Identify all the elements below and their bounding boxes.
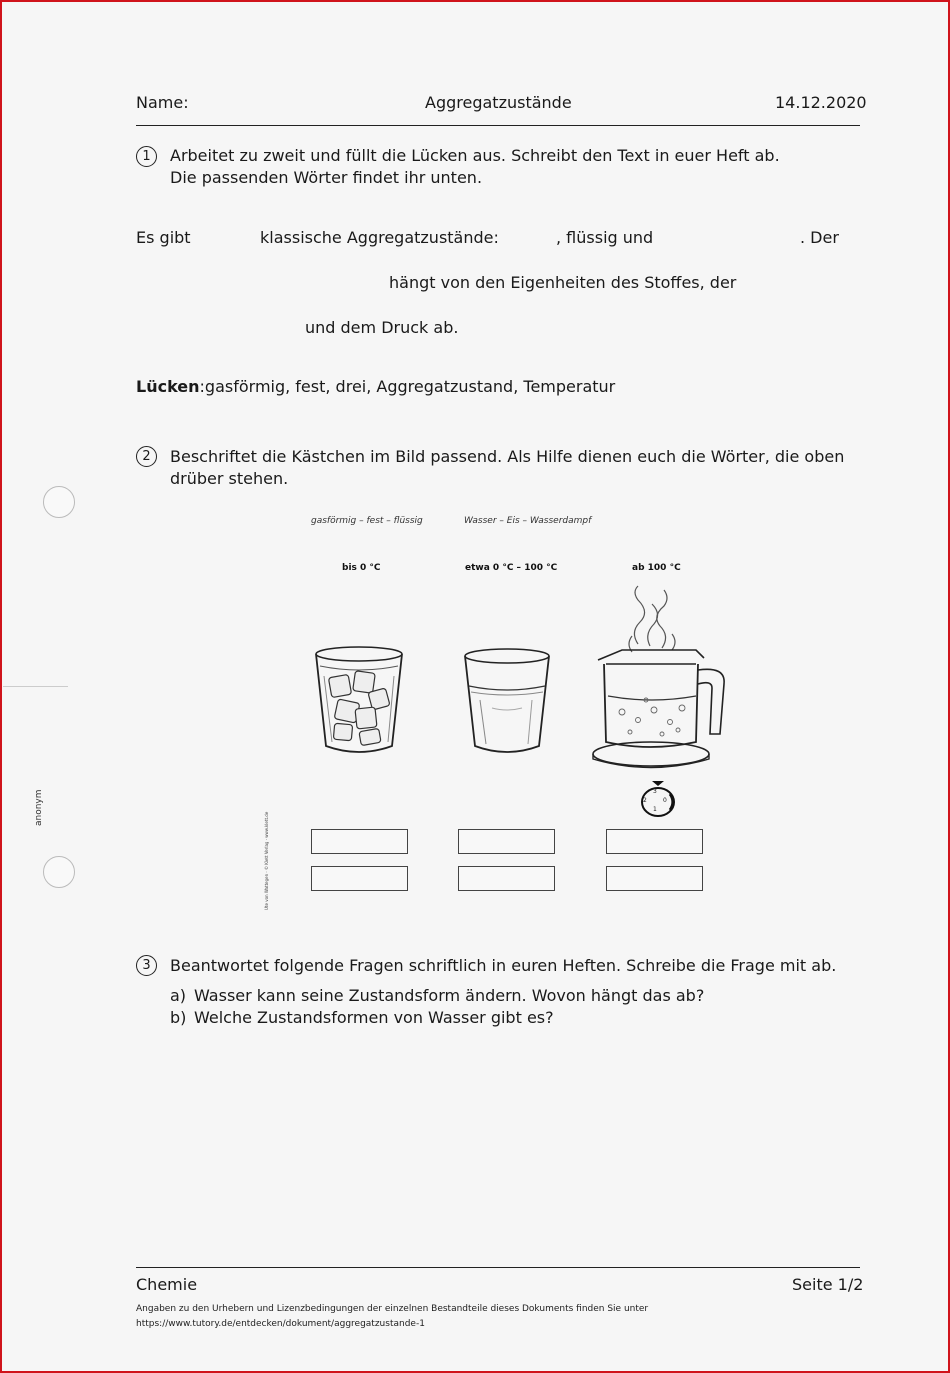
footer-rule bbox=[136, 1267, 860, 1268]
task1-instruction-line1: Arbeitet zu zweit und füllt die Lücken aus. Schreibt den Text in euer Heft ab. bbox=[170, 146, 780, 165]
footer-subject: Chemie bbox=[136, 1275, 198, 1294]
task-number-2: 2 bbox=[136, 446, 157, 467]
boiling-kettle-illustration bbox=[592, 584, 728, 772]
gap-words bbox=[136, 377, 615, 396]
dial-digit-1: 1 bbox=[653, 806, 657, 813]
cloze-seg-3: , flüssig und bbox=[556, 228, 654, 247]
gap-words-label: Lücken bbox=[136, 377, 200, 396]
footer-credits-line1: Angaben zu den Urhebern und Lizenzbedingungen der einzelnen Bestandteile dieses Dokuments finden Sie unter bbox=[136, 1304, 649, 1314]
label-box-ice-1[interactable] bbox=[311, 829, 408, 854]
dial-digit-3: 3 bbox=[653, 788, 657, 795]
figure-words-water: Wasser – Eis – Wasserdampf bbox=[464, 516, 592, 526]
footer-credits-link[interactable]: https://www.tutory.de/entdecken/dokument/aggregatzustande-1 bbox=[136, 1319, 425, 1329]
footer-page-number: Seite 1/2 bbox=[792, 1275, 864, 1294]
label-box-steam-1[interactable] bbox=[606, 829, 703, 854]
cloze-seg-6: und dem Druck ab. bbox=[305, 318, 459, 337]
temp-label-water: etwa 0 °C – 100 °C bbox=[465, 563, 558, 573]
figure-words-states: gasförmig – fest – flüssig bbox=[311, 516, 423, 526]
task-number-3: 3 bbox=[136, 955, 157, 976]
glass-with-ice-illustration bbox=[312, 646, 406, 758]
page-title: Aggregatzustände bbox=[425, 93, 572, 112]
task2-instruction-line1: Beschriftet die Kästchen im Bild passend. Als Hilfe dienen euch die Wörter, die oben bbox=[170, 447, 845, 466]
task1-instruction-line2: Die passenden Wörter findet ihr unten. bbox=[170, 168, 483, 187]
dial-digit-0: 0 bbox=[663, 797, 667, 804]
figure-side-credit: Ute von Wattegen · © Klett Verlag · www.klett.de bbox=[264, 811, 269, 910]
cloze-seg-4: . Der bbox=[800, 228, 839, 247]
name-label: Name: bbox=[136, 93, 189, 112]
task-number-1: 1 bbox=[136, 146, 157, 167]
task3-instruction: Beantwortet folgende Fragen schriftlich in euren Heften. Schreibe die Frage mit ab. bbox=[170, 956, 837, 975]
label-box-steam-2[interactable] bbox=[606, 866, 703, 891]
header-rule bbox=[136, 125, 860, 126]
task2-instruction-line2: drüber stehen. bbox=[170, 469, 289, 488]
glass-with-water-illustration bbox=[462, 648, 552, 758]
cloze-seg-1: Es gibt bbox=[136, 228, 191, 247]
question-b-text: Welche Zustandsformen von Wasser gibt es? bbox=[194, 1008, 554, 1027]
fold-mark bbox=[3, 686, 68, 687]
label-box-water-2[interactable] bbox=[458, 866, 555, 891]
punch-hole-bottom bbox=[43, 856, 75, 888]
question-b-label: b) bbox=[170, 1008, 187, 1027]
label-box-ice-2[interactable] bbox=[311, 866, 408, 891]
question-a-label: a) bbox=[170, 986, 187, 1005]
gap-words-list: :gasförmig, fest, drei, Aggregatzustand, Temperatur bbox=[199, 377, 616, 396]
margin-side-text: anonym bbox=[34, 789, 44, 826]
temp-label-steam: ab 100 °C bbox=[632, 563, 681, 573]
question-a-text: Wasser kann seine Zustandsform ändern. Wovon hängt das ab? bbox=[194, 986, 705, 1005]
label-box-water-1[interactable] bbox=[458, 829, 555, 854]
temp-label-ice: bis 0 °C bbox=[342, 563, 381, 573]
punch-hole-top bbox=[43, 486, 75, 518]
cloze-seg-2: klassische Aggregatzustände: bbox=[260, 228, 499, 247]
cloze-seg-5: hängt von den Eigenheiten des Stoffes, der bbox=[389, 273, 737, 292]
dial-digit-2: 2 bbox=[643, 797, 647, 804]
header-date: 14.12.2020 bbox=[775, 93, 867, 112]
